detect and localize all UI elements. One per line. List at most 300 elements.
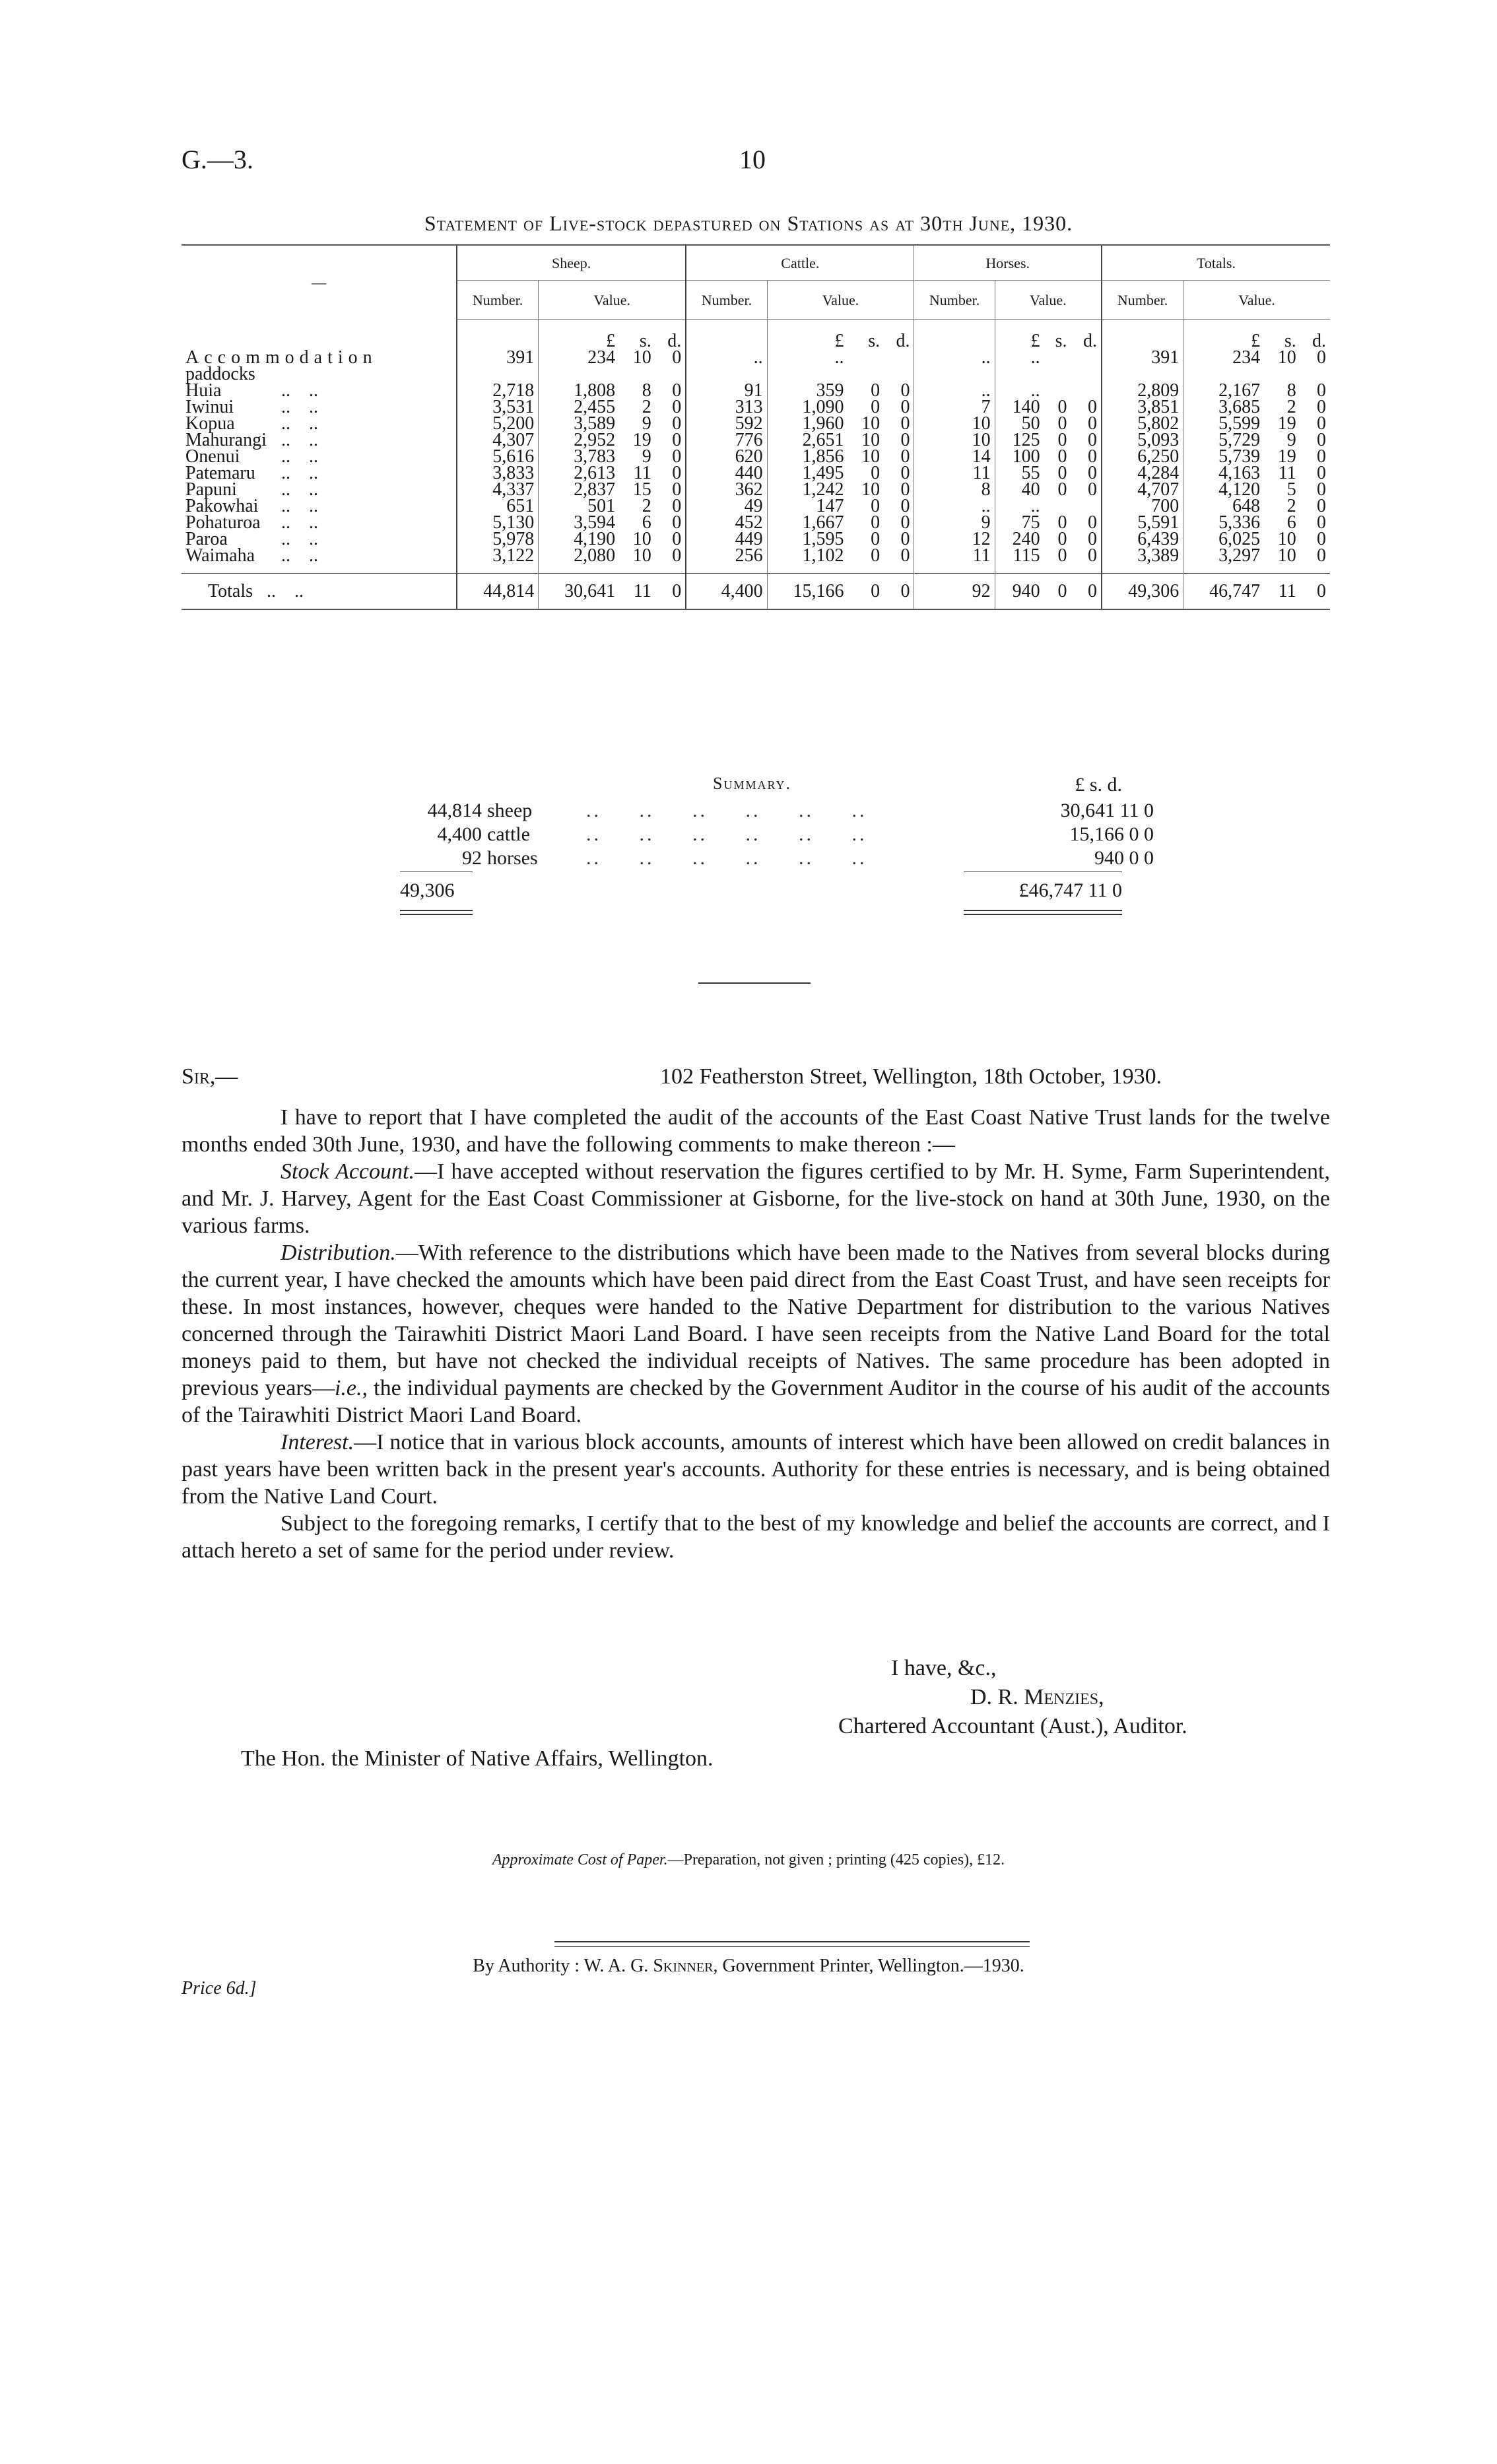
sheep-pounds: 3,589 [539, 415, 619, 432]
total-pence: 0 [1317, 413, 1326, 434]
horses-pence: 0 [1087, 479, 1097, 500]
salutation: Sir,— [182, 1064, 238, 1089]
sheep-number: 391 [457, 349, 539, 382]
total-pence: 0 [1317, 446, 1326, 467]
cost-note [0, 1851, 1497, 1869]
livestock-table [182, 244, 1330, 610]
total-shillings: 10 [1277, 347, 1296, 368]
horses-pence: 0 [1087, 446, 1097, 467]
paragraph-heading: Stock Account. [281, 1159, 415, 1184]
sheep-pounds: 234 [539, 349, 619, 382]
horses-shillings: 0 [1057, 446, 1067, 467]
document-reference: G.—3. [182, 145, 253, 174]
sheep-shillings: 10 [632, 529, 651, 549]
sub-header-number: Number. [457, 281, 539, 320]
sub-header-number: Number. [686, 281, 767, 320]
addressee: The Hon. the Minister of Native Affairs, Wellington. [241, 1746, 714, 1771]
paragraph-interest [182, 1429, 1330, 1510]
statement-title: Statement of Live-stock depastured on Stations as at 30th June, 1930. [424, 211, 1073, 235]
total-pounds: 4,163 [1183, 465, 1264, 481]
cattle-pounds: 1,102 [767, 547, 848, 564]
cattle-shillings [848, 349, 884, 382]
sheep-number: 2,718 [457, 382, 539, 399]
horses-pence: 0 [1087, 529, 1097, 549]
cattle-pounds: 1,242 [767, 481, 848, 498]
sub-header-value: Value. [539, 281, 686, 320]
total-shillings: 10 [1277, 545, 1296, 566]
sheep-pounds: 30,641 [539, 573, 619, 609]
paragraph-text: —With reference to the distributions which have been made to the Natives from several blocks during the current year, I have checked the amounts which have been paid direct from the East Coast Trust, and have seen receipts for these. In most instances, however, cheques were handed to the Native Department for distribution to the various Natives concerned through the Tairawhiti District Maori Land Board. I have seen receipts from the Native Land Board for the total moneys paid to them, but have not checked the individual receipts of Natives. The same procedure has been adopted in previous years— [182, 1241, 1330, 1400]
station-name-text: Totals [208, 580, 253, 601]
sheep-number: 651 [457, 498, 539, 514]
paragraph-text: —I have accepted without reservation the figures certified to by Mr. H. Syme, Farm Superintendent, and Mr. J. Harvey, Agent for the East Coast Commissioner at Gisborne, for the live-stock on hand at 30th June, 1930, on the various farms. [182, 1159, 1330, 1238]
authority-text: , Government Printer, Wellington.—1930. [713, 1956, 1024, 1976]
cattle-pounds: 1,595 [767, 531, 848, 547]
total-pence: 0 [1317, 545, 1326, 566]
horses-shillings: 0 [1057, 430, 1067, 450]
cost-label: Approximate Cost of Paper. [492, 1851, 668, 1868]
station-header: — [182, 245, 457, 320]
cattle-pence: 0 [884, 573, 914, 609]
cattle-shillings: 10 [861, 430, 881, 450]
total-number: 391 [1102, 349, 1183, 382]
sheep-pounds: 2,613 [539, 465, 619, 481]
paragraph-heading: Distribution. [281, 1241, 396, 1265]
horses-number: 8 [914, 481, 995, 498]
cattle-pence [884, 349, 914, 382]
horses-pence: 0 [1087, 512, 1097, 533]
letter-body [182, 1104, 1330, 1564]
horses-pounds: 240 [995, 531, 1044, 547]
group-header-horses: Horses. [914, 245, 1102, 281]
sheep-shillings: 15 [632, 479, 651, 500]
leader-dots: .. .. [267, 479, 318, 500]
station-name-text: Accommodation [185, 347, 378, 368]
summary-qty: 4,400 [437, 823, 482, 845]
horses-pence: 0 [1087, 413, 1097, 434]
total-shillings: 11 [1278, 463, 1296, 483]
horses-pounds: 55 [995, 465, 1044, 481]
cattle-shillings: 10 [861, 413, 881, 434]
total-shillings: 10 [1277, 529, 1296, 549]
cattle-pence: 0 [900, 545, 910, 566]
leader-dots: .. .. [267, 496, 318, 516]
total-number: 49,306 [1102, 573, 1183, 609]
horses-pounds: .. [995, 498, 1044, 514]
double-rule [400, 910, 473, 915]
closing: I have, &c., [891, 1656, 997, 1680]
cattle-pounds: 359 [767, 382, 848, 399]
group-header-sheep: Sheep. [457, 245, 686, 281]
station-name-text: Pohaturoa [185, 512, 261, 533]
unit-shilling: s. [639, 331, 651, 351]
cattle-number: 49 [686, 498, 767, 514]
cattle-pounds: 147 [767, 498, 848, 514]
total-number: 5,802 [1102, 415, 1183, 432]
summary-row [396, 799, 1154, 823]
total-shillings: 6 [1286, 512, 1296, 533]
total-pence: 0 [1317, 496, 1326, 516]
total-pounds: 5,336 [1183, 514, 1264, 531]
sub-header-number: Number. [914, 281, 995, 320]
sheep-number: 5,978 [457, 531, 539, 547]
total-number: 6,250 [1102, 448, 1183, 465]
total-number: 700 [1102, 498, 1183, 514]
cattle-number: 91 [686, 382, 767, 399]
station-row [182, 547, 1330, 564]
total-number: 5,093 [1102, 432, 1183, 448]
signer-title: Chartered Accountant (Aust.), Auditor. [838, 1714, 1187, 1738]
station-name [182, 547, 457, 564]
summary-value: 940 0 0 [1094, 847, 1154, 869]
sheep-pence: 0 [672, 479, 682, 500]
letter-address: 102 Featherston Street, Wellington, 18th October, 1930. [660, 1064, 1162, 1089]
total-pounds: 5,599 [1183, 415, 1264, 432]
cattle-pounds: 1,495 [767, 465, 848, 481]
cattle-pence: 0 [900, 529, 910, 549]
unit-pound: £ [767, 320, 848, 350]
cattle-pounds: 1,960 [767, 415, 848, 432]
unit-pence: d. [1082, 331, 1097, 351]
paragraph-heading: Interest. [281, 1430, 354, 1454]
horses-number: .. [914, 349, 995, 382]
sheep-shillings: 10 [632, 347, 651, 368]
cattle-pence: 0 [900, 496, 910, 516]
total-pence: 0 [1317, 380, 1326, 401]
total-pence: 0 [1317, 463, 1326, 483]
total-pence: 0 [1317, 430, 1326, 450]
station-name-text: Kopua [185, 413, 235, 434]
paragraph-distribution [182, 1239, 1330, 1429]
cattle-number: 4,400 [686, 573, 767, 609]
cattle-number: .. [686, 349, 767, 382]
sheep-pounds: 4,190 [539, 531, 619, 547]
horses-number: 11 [914, 465, 995, 481]
leader-dots: .. .. [267, 463, 318, 483]
sheep-shillings: 2 [642, 496, 651, 516]
unit-shilling: s. [868, 331, 881, 351]
sub-header-value: Value. [995, 281, 1102, 320]
cattle-pence: 0 [900, 512, 910, 533]
sheep-pounds: 3,594 [539, 514, 619, 531]
station-name-text: Huia [185, 380, 222, 401]
paragraph-text: —I notice that in various block accounts, amounts of interest which have been allowed on credit balances in past years have been written back in the present year's accounts. Authority for these entries is necessary, and is being obtained from the Native Land Court. [182, 1430, 1330, 1509]
total-shillings: 2 [1286, 397, 1296, 417]
summary-table [396, 799, 1154, 870]
cost-text: —Preparation, not given ; printing (425 copies), £12. [667, 1851, 1005, 1868]
cattle-shillings: 0 [871, 529, 881, 549]
horses-shillings: 0 [1044, 573, 1071, 609]
cattle-pence: 0 [900, 413, 910, 434]
total-number: 4,284 [1102, 465, 1183, 481]
total-pounds: 5,739 [1183, 448, 1264, 465]
station-name-text: Mahurangi [185, 430, 267, 450]
paragraph-certification: Subject to the foregoing remarks, I certify that to the best of my knowledge and belief the accounts are correct, and I attach hereto a set of same for the period under review. [182, 1511, 1330, 1563]
horses-pence [1071, 498, 1102, 514]
sheep-shillings: 11 [619, 573, 655, 609]
total-pounds: 6,025 [1183, 531, 1264, 547]
horses-pence: 0 [1087, 430, 1097, 450]
sheep-pence: 0 [672, 380, 682, 401]
sheep-pounds: 2,952 [539, 432, 619, 448]
cattle-shillings: 10 [861, 446, 881, 467]
cattle-pounds: 1,090 [767, 399, 848, 415]
sheep-pence: 0 [672, 496, 682, 516]
sheep-number: 3,122 [457, 547, 539, 564]
summary-value: 30,641 11 0 [1060, 800, 1154, 821]
page-number: 10 [739, 145, 766, 174]
printer-name: Skinner [653, 1956, 714, 1976]
horses-pounds: 40 [995, 481, 1044, 498]
horses-pence: 0 [1087, 397, 1097, 417]
horses-number: .. [914, 498, 995, 514]
leader-dots: .. .. [267, 512, 318, 533]
cattle-pounds: 1,667 [767, 514, 848, 531]
station-name-text: Iwinui [185, 397, 234, 417]
leader-dots: .. .. .. .. .. .. [586, 847, 867, 869]
leader-dots: .. .. [267, 397, 318, 417]
cattle-number: 776 [686, 432, 767, 448]
total-shillings: 9 [1286, 430, 1296, 450]
sheep-pence: 0 [672, 397, 682, 417]
sheep-shillings: 6 [642, 512, 651, 533]
price-note: Price 6d.] [182, 1978, 257, 1999]
total-shillings: 19 [1277, 413, 1296, 434]
horses-number: 11 [914, 547, 995, 564]
cattle-pounds: 15,166 [767, 573, 848, 609]
footer-rule [554, 1941, 1030, 1942]
sub-header-value: Value. [767, 281, 914, 320]
sheep-pence: 0 [672, 430, 682, 450]
horses-pounds: 50 [995, 415, 1044, 432]
cattle-number: 440 [686, 465, 767, 481]
leader-dots: .. .. [267, 446, 318, 467]
summary-total-qty: 49,306 [400, 879, 455, 901]
signer-name: D. R. Menzies, [970, 1685, 1104, 1709]
total-pence: 0 [1317, 479, 1326, 500]
total-pounds: 648 [1183, 498, 1264, 514]
leader-dots: .. .. .. .. .. .. [586, 800, 867, 821]
station-row [182, 349, 1330, 382]
cattle-pence: 0 [900, 397, 910, 417]
horses-number: 14 [914, 448, 995, 465]
summary-label: horses [487, 847, 538, 869]
station-name [182, 349, 457, 382]
cattle-pounds: .. [767, 349, 848, 382]
unit-pence: d. [667, 331, 682, 351]
sheep-number: 44,814 [457, 573, 539, 609]
unit-pence: d. [896, 331, 910, 351]
sub-header-value: Value. [1183, 281, 1330, 320]
cattle-shillings: 10 [861, 479, 881, 500]
horses-shillings [1044, 349, 1071, 382]
footer-rule [554, 1946, 1030, 1947]
cattle-pence: 0 [900, 430, 910, 450]
station-name-text: Onenui [185, 446, 240, 467]
horses-pounds: 75 [995, 514, 1044, 531]
station-name-text: paddocks [185, 364, 255, 384]
horses-shillings: 0 [1057, 397, 1067, 417]
horses-number: .. [914, 382, 995, 399]
station-name-text: Paroa [185, 529, 228, 549]
sheep-pence: 0 [672, 545, 682, 566]
leader-dots: .. .. [267, 529, 318, 549]
summary-label: sheep [487, 800, 533, 821]
units-row [182, 320, 1330, 350]
paragraph-text: i.e., [334, 1376, 368, 1400]
horses-pounds: .. [995, 349, 1044, 382]
cattle-pence: 0 [900, 479, 910, 500]
sheep-pence: 0 [672, 446, 682, 467]
unit-pound: £ [539, 320, 619, 350]
sheep-pounds: 2,080 [539, 547, 619, 564]
cattle-number: 256 [686, 547, 767, 564]
total-number: 4,707 [1102, 481, 1183, 498]
horses-pounds: 940 [995, 573, 1044, 609]
sheep-pounds: 2,837 [539, 481, 619, 498]
horses-shillings: 0 [1057, 529, 1067, 549]
total-pence: 0 [1317, 397, 1326, 417]
sheep-shillings: 19 [632, 430, 651, 450]
total-shillings: 11 [1264, 573, 1300, 609]
cattle-number: 620 [686, 448, 767, 465]
total-number: 5,591 [1102, 514, 1183, 531]
horses-number: 10 [914, 432, 995, 448]
total-pounds: 46,747 [1183, 573, 1264, 609]
sheep-shillings: 8 [642, 380, 651, 401]
cattle-pence: 0 [900, 380, 910, 401]
horses-pence [1071, 382, 1102, 399]
sheep-shillings: 9 [642, 413, 651, 434]
cattle-shillings: 0 [871, 512, 881, 533]
total-pounds: 3,685 [1183, 399, 1264, 415]
unit-pound: £ [995, 320, 1044, 350]
sheep-number: 5,616 [457, 448, 539, 465]
sheep-pounds: 3,783 [539, 448, 619, 465]
horses-shillings: 0 [1057, 413, 1067, 434]
summary-value: 15,166 0 0 [1069, 823, 1154, 845]
sub-header-number: Number. [1102, 281, 1183, 320]
cattle-pence: 0 [900, 463, 910, 483]
horses-pounds: .. [995, 382, 1044, 399]
cattle-number: 592 [686, 415, 767, 432]
horses-number: 10 [914, 415, 995, 432]
sheep-pence: 0 [672, 463, 682, 483]
sheep-number: 3,833 [457, 465, 539, 481]
cattle-pence: 0 [900, 446, 910, 467]
total-number: 2,809 [1102, 382, 1183, 399]
total-shillings: 2 [1286, 496, 1296, 516]
cattle-number: 362 [686, 481, 767, 498]
total-number: 3,389 [1102, 547, 1183, 564]
sheep-shillings: 11 [633, 463, 651, 483]
summary-row [396, 823, 1154, 846]
section-divider [698, 982, 811, 984]
cattle-shillings: 0 [871, 463, 881, 483]
cattle-pounds: 2,651 [767, 432, 848, 448]
sheep-number: 5,200 [457, 415, 539, 432]
sheep-shillings: 2 [642, 397, 651, 417]
sheep-pence: 0 [672, 413, 682, 434]
sheep-number: 4,337 [457, 481, 539, 498]
horses-pounds: 125 [995, 432, 1044, 448]
station-name [182, 573, 457, 609]
leader-dots: .. .. [267, 413, 318, 434]
livestock-table-body [182, 320, 1330, 609]
total-pounds: 5,729 [1183, 432, 1264, 448]
summary-label: cattle [487, 823, 530, 845]
station-name-text: Patemaru [185, 463, 255, 483]
leader-dots: .. .. [267, 545, 318, 566]
summary-total-value: £46,747 11 0 [1018, 879, 1122, 901]
unit-shilling: s. [1284, 331, 1296, 351]
horses-pounds: 100 [995, 448, 1044, 465]
summary-qty: 92 [462, 847, 482, 869]
cattle-number: 313 [686, 399, 767, 415]
cattle-pounds: 1,856 [767, 448, 848, 465]
horses-pence: 0 [1071, 573, 1102, 609]
cattle-shillings: 0 [871, 545, 881, 566]
horses-number: 12 [914, 531, 995, 547]
horses-shillings: 0 [1057, 479, 1067, 500]
total-shillings: 8 [1286, 380, 1296, 401]
total-shillings: 19 [1277, 446, 1296, 467]
total-number: 6,439 [1102, 531, 1183, 547]
leader-dots: .. .. [267, 380, 318, 401]
sheep-shillings: 10 [632, 545, 651, 566]
total-pounds: 234 [1183, 349, 1264, 382]
total-shillings: 5 [1286, 479, 1296, 500]
horses-shillings: 0 [1057, 512, 1067, 533]
sheep-number: 4,307 [457, 432, 539, 448]
paragraph-stock-account [182, 1158, 1330, 1239]
cattle-shillings: 0 [871, 496, 881, 516]
total-pounds: 2,167 [1183, 382, 1264, 399]
unit-pence: d. [1312, 331, 1326, 351]
horses-number: 9 [914, 514, 995, 531]
total-pence: 0 [1317, 347, 1326, 368]
authority-text: By Authority : W. A. G. [473, 1956, 653, 1976]
summary-units: £ s. d. [1075, 774, 1122, 796]
cattle-number: 452 [686, 514, 767, 531]
cattle-number: 449 [686, 531, 767, 547]
double-rule [964, 910, 1122, 915]
leader-dots: .. .. [267, 430, 318, 450]
horses-number: 7 [914, 399, 995, 415]
station-name-text: Waimaha [185, 545, 255, 566]
unit-pound: £ [1183, 320, 1264, 350]
sheep-pence: 0 [672, 529, 682, 549]
leader-dots: .. .. [253, 580, 304, 601]
sheep-pence: 0 [655, 573, 686, 609]
sheep-shillings: 9 [642, 446, 651, 467]
group-header-totals: Totals. [1102, 245, 1330, 281]
sheep-number: 3,531 [457, 399, 539, 415]
horses-shillings: 0 [1057, 545, 1067, 566]
paragraph-text: the individual payments are checked by the Government Auditor in the course of his audit of the accounts of the Tairawhiti District Maori Land Board. [182, 1376, 1330, 1427]
horses-pence [1071, 349, 1102, 382]
totals-row [182, 573, 1330, 609]
cattle-shillings: 0 [871, 380, 881, 401]
horses-pounds: 115 [995, 547, 1044, 564]
cattle-shillings: 0 [848, 573, 884, 609]
sheep-pounds: 1,808 [539, 382, 619, 399]
sheep-pence: 0 [672, 347, 682, 368]
summary-row [396, 846, 1154, 870]
sheep-pence: 0 [672, 512, 682, 533]
sheep-number: 5,130 [457, 514, 539, 531]
total-pounds: 3,297 [1183, 547, 1264, 564]
